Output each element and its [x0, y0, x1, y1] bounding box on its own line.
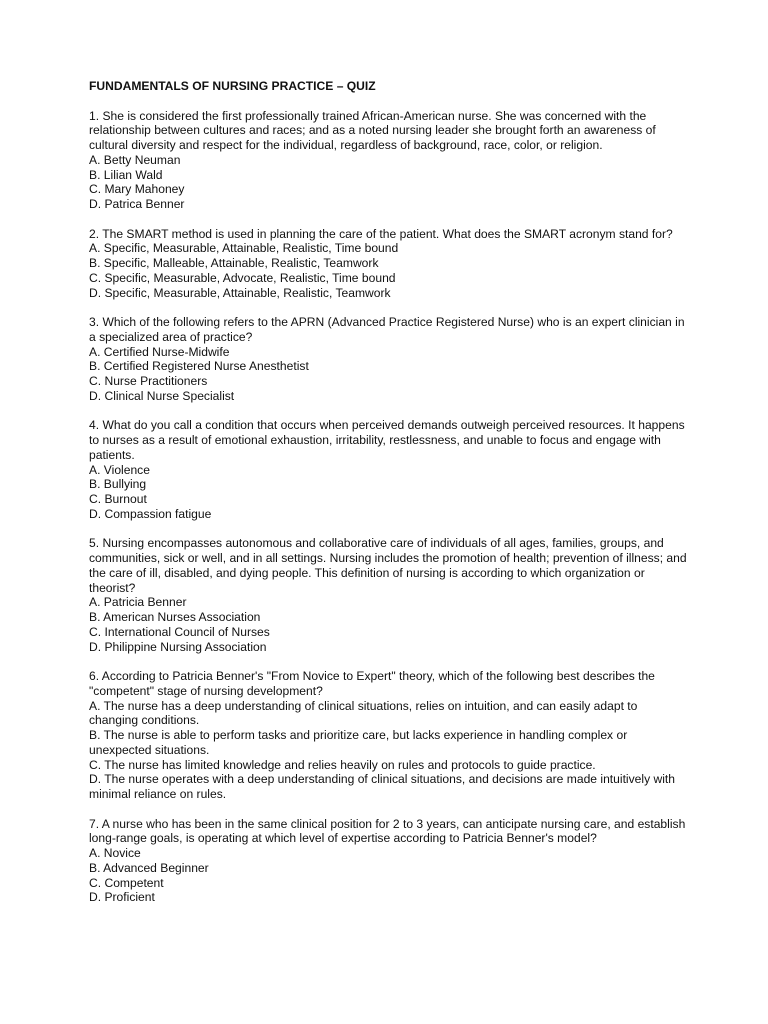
document-page	[89, 79, 689, 920]
answer-option-b: B. American Nurses Association	[89, 610, 261, 624]
question-3	[89, 315, 689, 404]
answer-option-d: D. Patrica Benner	[89, 197, 185, 211]
question-stem: 6. According to Patricia Benner's "From Novice to Expert" theory, which of the following best describes the "competent" stage of nursing development?	[89, 669, 655, 698]
answer-option-c: C. Nurse Practitioners	[89, 374, 208, 388]
answer-option-c: C. Mary Mahoney	[89, 182, 185, 197]
question-stem: 4. What do you call a condition that occurs when perceived demands outweigh perceived resources. It happens to nurses as a result of emotional exhaustion, irritability, restlessness, and unable to focus and engage with patients.	[89, 418, 685, 462]
answer-option-b: B. Lilian Wald	[89, 167, 163, 182]
answer-option-a: A. Violence	[89, 462, 150, 477]
answer-option-c: C. Competent	[89, 875, 164, 890]
question-stem: 7. A nurse who has been in the same clinical position for 2 to 3 years, can anticipate nursing care, and establish long-range goals, is operating at which level of expertise according to Patricia Benner's model?	[89, 816, 686, 846]
answer-option-b: B. Bullying	[89, 477, 147, 492]
answer-option-a: A. Certified Nurse-Midwife	[89, 344, 230, 359]
document-title: FUNDAMENTALS OF NURSING PRACTICE – QUIZ	[89, 79, 376, 93]
answer-option-b: B. Certified Registered Nurse Anesthetist	[89, 359, 309, 374]
answer-option-d: D. The nurse operates with a deep understanding of clinical situations, and decisions are made intuitively with minimal reliance on rules.	[89, 772, 675, 801]
answer-option-c: C. Burnout	[89, 492, 147, 506]
question-stem: 1. She is considered the first professionally trained African-American nurse. She was concerned with the relationship between cultures and races; and as a noted nursing leader she brought forth an awareness of cultural diversity and respect for the individual, regardless of background, race, color, or religion.	[89, 108, 656, 152]
answer-option-c: C. Specific, Measurable, Advocate, Realistic, Time bound	[89, 270, 396, 285]
answer-option-a: A. Patricia Benner	[89, 595, 187, 610]
answer-option-c: C. International Council of Nurses	[89, 624, 270, 639]
question-stem: 5. Nursing encompasses autonomous and collaborative care of individuals of all ages, families, groups, and communities, sick or well, and in all settings. Nursing includes the promotion of health; prevention of illness; and the care of ill, disabled, and dying people. This definition of nursing is according to which organization or theorist?	[89, 536, 687, 595]
answer-option-d: D. Compassion fatigue	[89, 506, 212, 521]
question-4	[89, 418, 689, 521]
answer-option-b: B. The nurse is able to perform tasks and prioritize care, but lacks experience in handling complex or unexpected situations.	[89, 728, 628, 757]
answer-option-b: B. Specific, Malleable, Attainable, Realistic, Teamwork	[89, 256, 379, 270]
answer-option-a: A. Novice	[89, 846, 141, 860]
question-stem: 3. Which of the following refers to the APRN (Advanced Practice Registered Nurse) who is an expert clinician in a specialized area of practice?	[89, 315, 685, 344]
answer-option-a: A. Betty Neuman	[89, 152, 181, 167]
answer-option-d: D. Philippine Nursing Association	[89, 639, 267, 654]
question-6	[89, 669, 689, 802]
answer-option-a: A. The nurse has a deep understanding of clinical situations, relies on intuition, and can easily adapt to changing conditions.	[89, 698, 638, 728]
answer-option-d: D. Proficient	[89, 890, 155, 905]
question-2	[89, 227, 689, 301]
question-stem: 2. The SMART method is used in planning the care of the patient. What does the SMART acronym stand for?	[89, 226, 673, 241]
question-5	[89, 536, 689, 654]
answer-option-d: D. Clinical Nurse Specialist	[89, 388, 235, 403]
question-7	[89, 817, 689, 906]
question-1	[89, 109, 689, 212]
answer-option-d: D. Specific, Measurable, Attainable, Realistic, Teamwork	[89, 285, 391, 300]
answer-option-b: B. Advanced Beginner	[89, 860, 209, 875]
answer-option-c: C. The nurse has limited knowledge and relies heavily on rules and protocols to guide practice.	[89, 757, 596, 772]
answer-option-a: A. Specific, Measurable, Attainable, Realistic, Time bound	[89, 241, 399, 256]
